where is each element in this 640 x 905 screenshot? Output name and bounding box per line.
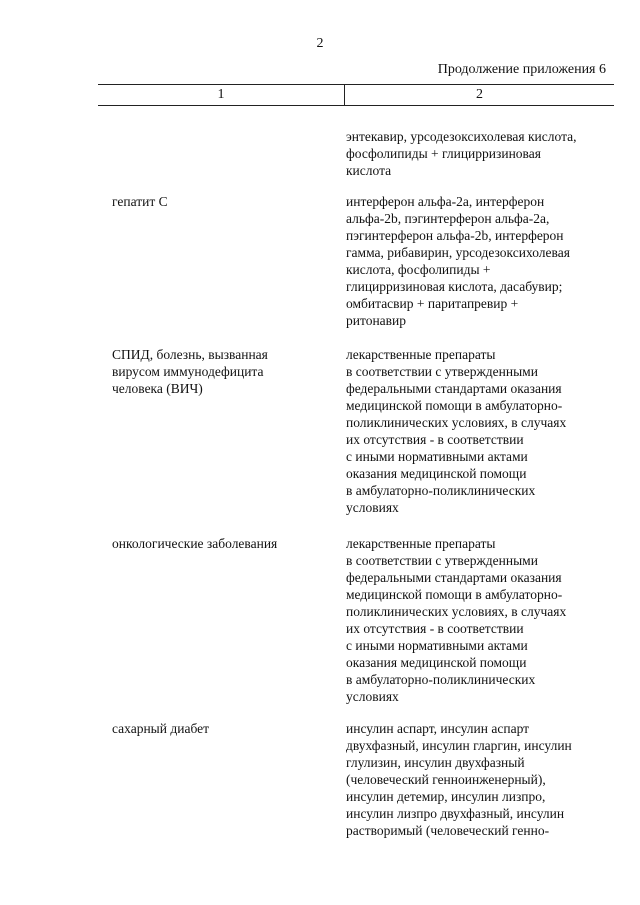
drugs-cell	[346, 128, 616, 179]
page-number: 2	[316, 36, 324, 51]
drugs-line: ритонавир	[346, 313, 407, 328]
drugs-line: лекарственные препараты	[346, 536, 496, 551]
drugs-line: инсулин аспарт, инсулин аспарт	[346, 721, 530, 736]
drugs-line: фосфолипиды + глицирризиновая	[346, 146, 541, 161]
drugs-line: глицирризиновая кислота, дасабувир;	[346, 279, 563, 294]
drugs-line: их отсутствия - в соответствии	[346, 432, 524, 447]
drugs-line: поликлинических условиях, в случаях	[346, 415, 567, 430]
drugs-line: альфа-2b, пэгинтерферон альфа-2а,	[346, 211, 550, 226]
drugs-line: поликлинических условиях, в случаях	[346, 604, 567, 619]
disease-line: человека (ВИЧ)	[112, 381, 203, 396]
drugs-cell	[346, 535, 616, 705]
drugs-line: оказания медицинской помощи	[346, 466, 527, 481]
drugs-line: в соответствии с утвержденными	[346, 364, 538, 379]
drugs-line: федеральными стандартами оказания	[346, 570, 562, 585]
table-header-col1: 1	[98, 85, 345, 105]
drugs-line: кислота	[346, 163, 392, 178]
disease-cell	[112, 535, 312, 552]
drugs-line: с иными нормативными актами	[346, 449, 528, 464]
disease-cell	[112, 346, 312, 397]
drugs-line: гамма, рибавирин, урсодезоксихолевая	[346, 245, 570, 260]
drugs-line: растворимый (человеческий генно-	[346, 823, 550, 838]
drugs-cell	[346, 720, 616, 839]
drugs-line: медицинской помощи в амбулаторно-	[346, 398, 563, 413]
drugs-line: в амбулаторно-поликлинических	[346, 483, 536, 498]
drugs-line: интерферон альфа-2а, интерферон	[346, 194, 545, 209]
drugs-line: лекарственные препараты	[346, 347, 496, 362]
drugs-line: федеральными стандартами оказания	[346, 381, 562, 396]
drugs-line: омбитасвир + паритапревир +	[346, 296, 519, 311]
drugs-cell	[346, 346, 616, 516]
drugs-line: условиях	[346, 500, 399, 515]
drugs-line: условиях	[346, 689, 399, 704]
drugs-line: в амбулаторно-поликлинических	[346, 672, 536, 687]
disease-line: СПИД, болезнь, вызванная	[112, 347, 268, 362]
drugs-line: кислота, фосфолипиды +	[346, 262, 491, 277]
drugs-line: глулизин, инсулин двухфазный	[346, 755, 525, 770]
disease-cell	[112, 193, 312, 210]
drugs-line: их отсутствия - в соответствии	[346, 621, 524, 636]
drugs-line: оказания медицинской помощи	[346, 655, 527, 670]
drugs-line: двухфазный, инсулин гларгин, инсулин	[346, 738, 572, 753]
drugs-cell	[346, 193, 616, 329]
appendix-continuation-note: Продолжение приложения 6	[437, 62, 606, 77]
drugs-line: с иными нормативными актами	[346, 638, 528, 653]
drugs-line: пэгинтерферон альфа-2b, интерферон	[346, 228, 564, 243]
table-header	[98, 84, 614, 106]
table-header-col2: 2	[476, 87, 483, 102]
disease-line: вирусом иммунодефицита	[112, 364, 264, 379]
drugs-line: медицинской помощи в амбулаторно-	[346, 587, 563, 602]
disease-line: гепатит С	[112, 194, 168, 209]
disease-line: онкологические заболевания	[112, 536, 278, 551]
drugs-line: энтекавир, урсодезоксихолевая кислота,	[346, 129, 577, 144]
drugs-line: в соответствии с утвержденными	[346, 553, 538, 568]
drugs-line: инсулин детемир, инсулин лизпро,	[346, 789, 546, 804]
drugs-line: (человеческий генноинженерный),	[346, 772, 546, 787]
drugs-line: инсулин лизпро двухфазный, инсулин	[346, 806, 565, 821]
disease-line: сахарный диабет	[112, 721, 210, 736]
disease-cell	[112, 720, 312, 737]
